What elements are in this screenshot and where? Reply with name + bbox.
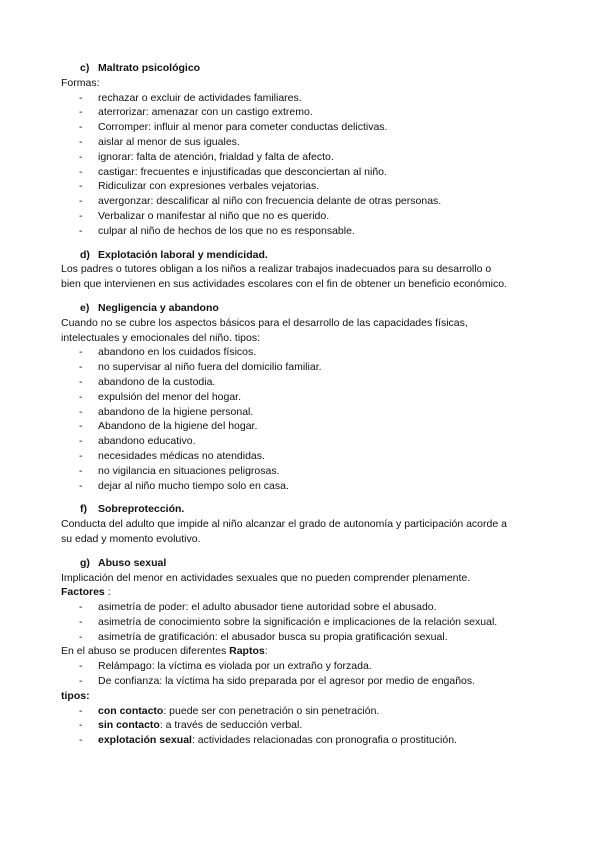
list-item: - dejar al niño mucho tiempo solo en casa. bbox=[79, 479, 289, 492]
tipos-list bbox=[61, 704, 541, 748]
section-c-list bbox=[61, 91, 541, 239]
document-page bbox=[61, 61, 541, 748]
list-item: - necesidades médicas no atendidas. bbox=[79, 449, 265, 462]
list-item: - asimetría de poder: el adulto abusador tiene autoridad sobre el abusado. bbox=[79, 601, 437, 614]
section-e-text-line: Cuando no se cubre los aspectos básicos para el desarrollo de las capacidades físicas, bbox=[61, 316, 468, 329]
list-item: - Abandono de la higiene del hogar. bbox=[79, 420, 258, 433]
list-item: - avergonzar: descalificar al niño con frecuencia delante de otras personas. bbox=[79, 195, 442, 208]
list-item: - abandono educativo. bbox=[79, 435, 196, 448]
list-item: - sin contacto: a través de seducción verbal. bbox=[79, 719, 303, 732]
raptos-list bbox=[61, 659, 541, 689]
list-item: - De confianza: la víctima ha sido preparada por el agresor por medio de engaños. bbox=[79, 675, 476, 688]
list-item: - no supervisar al niño fuera del domicilio familiar. bbox=[79, 361, 322, 374]
raptos-intro: En el abuso se producen diferentes Raptos: bbox=[61, 645, 268, 658]
list-item: - asimetría de gratificación: el abusador busca su propia gratificación sexual. bbox=[79, 630, 448, 643]
list-item: - Verbalizar o manifestar al niño que no es querido. bbox=[79, 209, 330, 222]
list-item: - abandono de la custodia. bbox=[79, 375, 216, 388]
tipos-label: tipos: bbox=[61, 689, 90, 702]
list-item: - no vigilancia en situaciones peligrosas. bbox=[79, 464, 280, 477]
list-item: - aislar al menor de sus iguales. bbox=[79, 135, 240, 148]
section-heading-d: d) Explotación laboral y mendicidad. bbox=[80, 248, 268, 261]
section-f-text-line: su edad y momento evolutivo. bbox=[61, 532, 201, 545]
list-item: - explotación sexual: actividades relacionadas con pronografia o prostitución. bbox=[79, 734, 457, 747]
list-item: - abandono de la higiene personal. bbox=[79, 405, 254, 418]
section-e-text-line: intelectuales y emocionales del niño. tipos: bbox=[61, 331, 261, 344]
list-item: - Ridiculizar con expresiones verbales vejatorias. bbox=[79, 180, 320, 193]
section-heading-f: f) Sobreprotección. bbox=[80, 503, 185, 516]
section-heading-g: g) Abuso sexual bbox=[80, 556, 167, 569]
list-item: - expulsión del menor del hogar. bbox=[79, 390, 242, 403]
list-item: - culpar al niño de hechos de los que no es responsable. bbox=[79, 224, 355, 237]
section-d-text-line: Los padres o tutores obligan a los niños a realizar trabajos inadecuados para su desarrollo o bbox=[61, 263, 492, 276]
list-item: - Corromper: influir al menor para cometer conductas delictivas. bbox=[79, 121, 388, 134]
section-heading-c: c) Maltrato psicológico bbox=[80, 62, 201, 74]
factores-list bbox=[61, 600, 541, 644]
list-item: - rechazar o excluir de actividades familiares. bbox=[79, 91, 302, 104]
list-item: - ignorar: falta de atención, frialdad y falta de afecto. bbox=[79, 150, 334, 163]
list-item: - abandono en los cuidados físicos. bbox=[79, 346, 257, 359]
list-item: - con contacto: puede ser con penetración o sin penetración. bbox=[79, 704, 380, 717]
list-item: - castigar: frecuentes e injustificadas que desconciertan al niño. bbox=[79, 165, 387, 178]
section-e-list bbox=[61, 345, 541, 493]
list-item: - Relámpago: la víctima es violada por un extraño y forzada. bbox=[79, 660, 372, 673]
section-g-intro: Implicación del menor en actividades sexuales que no pueden comprender plenamente. bbox=[61, 571, 471, 584]
section-f-text-line: Conducta del adulto que impide al niño alcanzar el grado de autonomía y participación acorde a bbox=[61, 518, 507, 531]
section-d-text-line: bien que intervienen en sus actividades escolares con el fin de obtener un beneficio económico. bbox=[61, 278, 507, 291]
list-item: - aterrorizar: amenazar con un castigo extremo. bbox=[79, 106, 313, 119]
factores-label: Factores : bbox=[61, 586, 111, 599]
section-heading-e: e) Negligencia y abandono bbox=[80, 301, 219, 314]
list-item: - asimetría de conocimiento sobre la significación e implicaciones de la relación sexual. bbox=[79, 615, 498, 628]
section-c-intro: Formas: bbox=[61, 76, 100, 89]
